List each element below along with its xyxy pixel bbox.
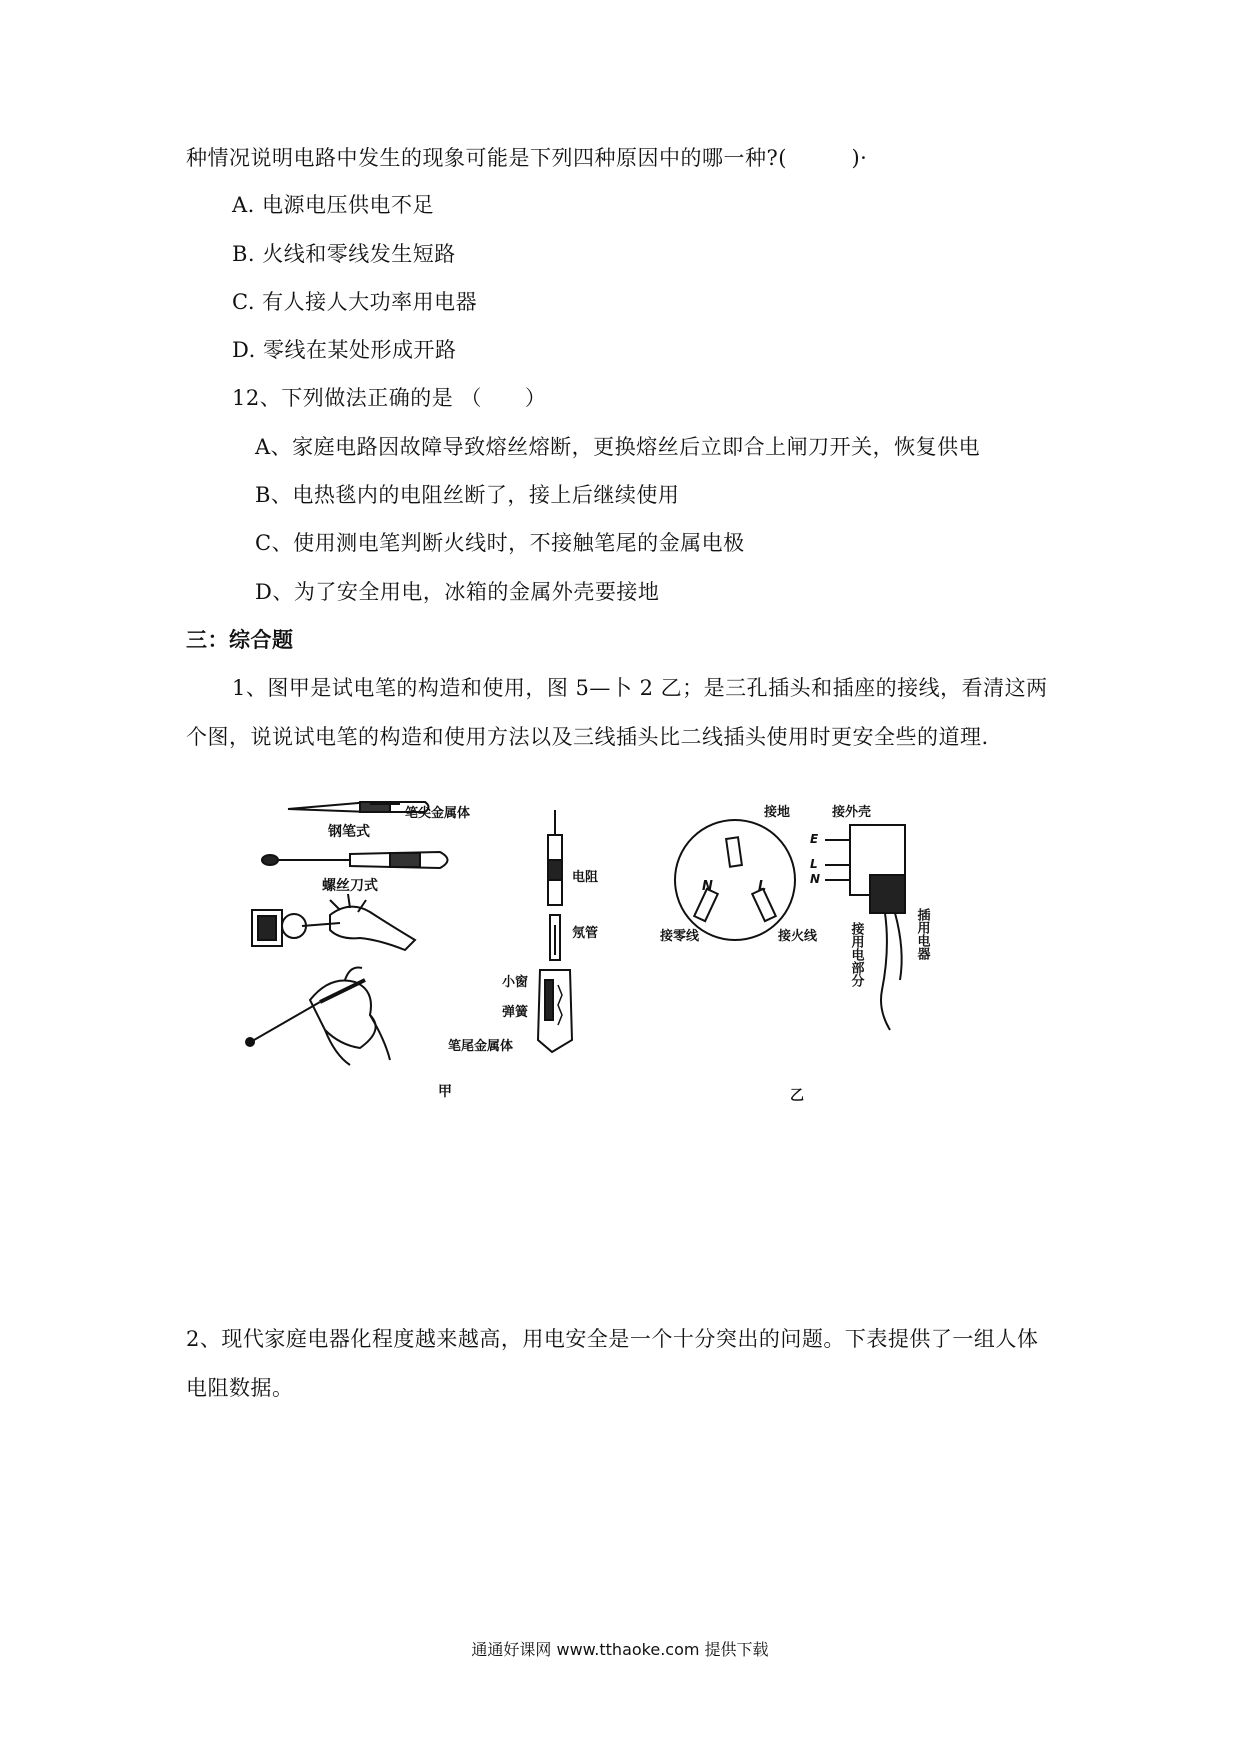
socket-face-diagram	[675, 820, 795, 940]
label-screwdriver-type: 螺丝刀式	[322, 878, 378, 894]
figure-test-pen	[240, 790, 640, 1110]
footer-download-note: 通通好课网 www.tthaoke.com 提供下载	[471, 1640, 769, 1659]
pen-structure-diagram	[538, 810, 572, 1052]
section-heading: 三：综合题	[186, 627, 294, 652]
label-pin-E: E	[810, 832, 819, 846]
q12-option-b: B、电热毯内的电阻丝断了，接上后继续使用	[255, 483, 680, 507]
q11-option-d: D. 零线在某处形成开路	[232, 338, 457, 362]
label-to-neutral: 接零线	[660, 929, 700, 944]
plug-side-diagram	[825, 825, 905, 1030]
q12-stem: 12、下列做法正确的是 （ ）	[232, 386, 547, 410]
label-to-live: 接火线	[778, 929, 818, 944]
figure-three-pin-socket	[660, 790, 960, 1110]
q12-option-d: D、为了安全用电，冰箱的金属外壳要接地	[255, 580, 660, 604]
label-pin-N: N	[810, 872, 821, 886]
label-appliance: 插用电器	[914, 908, 930, 960]
label-pen-type: 钢笔式	[328, 824, 370, 840]
problem2-line1: 2、现代家庭电器化程度越来越高，用电安全是一个十分突出的问题。下表提供了一组人体	[186, 1327, 1039, 1351]
label-device-part: 接用电部分	[848, 922, 864, 987]
problem2-line2: 电阻数据。	[186, 1376, 294, 1400]
figure-caption-jia: 甲	[438, 1084, 452, 1100]
q12-option-c: C、使用测电笔判断火线时，不接触笔尾的金属电极	[255, 531, 745, 555]
label-neon-tube: 氖管	[572, 926, 599, 941]
problem1-line1: 1、图甲是试电笔的构造和使用，图 5—卜 2 乙；是三孔插头和插座的接线，看清这两	[232, 676, 1048, 700]
label-live-L: L	[758, 879, 767, 894]
label-resistor: 电阻	[572, 870, 599, 885]
label-ground: 接地	[764, 805, 791, 820]
q11-option-b: B. 火线和零线发生短路	[232, 242, 456, 266]
label-spring: 弹簧	[502, 1005, 529, 1020]
problem1-line2: 个图，说说试电笔的构造和使用方法以及三线插头比二线插头使用时更安全些的道理.	[186, 725, 989, 749]
q11-option-a: A. 电源电压供电不足	[232, 193, 435, 217]
q11-stem-text: 种情况说明电路中发生的现象可能是下列四种原因中的哪一种?( )·	[186, 146, 868, 170]
label-tip-metal: 笔尖金属体	[405, 806, 471, 821]
q12-option-a: A、家庭电路因故障导致熔丝熔断，更换熔丝后立即合上闸刀开关，恢复供电	[255, 435, 981, 459]
label-tail-metal: 笔尾金属体	[448, 1039, 514, 1054]
q11-option-c: C. 有人接人大功率用电器	[232, 290, 478, 314]
hand-with-pen-illustration	[246, 968, 390, 1066]
figure-caption-yi: 乙	[790, 1088, 804, 1104]
socket-hand-illustration	[252, 894, 415, 950]
label-neutral-N: N	[702, 879, 713, 894]
screwdriver-type-illustration	[262, 852, 448, 868]
label-pin-L: L	[810, 857, 818, 871]
label-to-shell: 接外壳	[832, 805, 872, 820]
label-small-window: 小窗	[502, 975, 529, 990]
